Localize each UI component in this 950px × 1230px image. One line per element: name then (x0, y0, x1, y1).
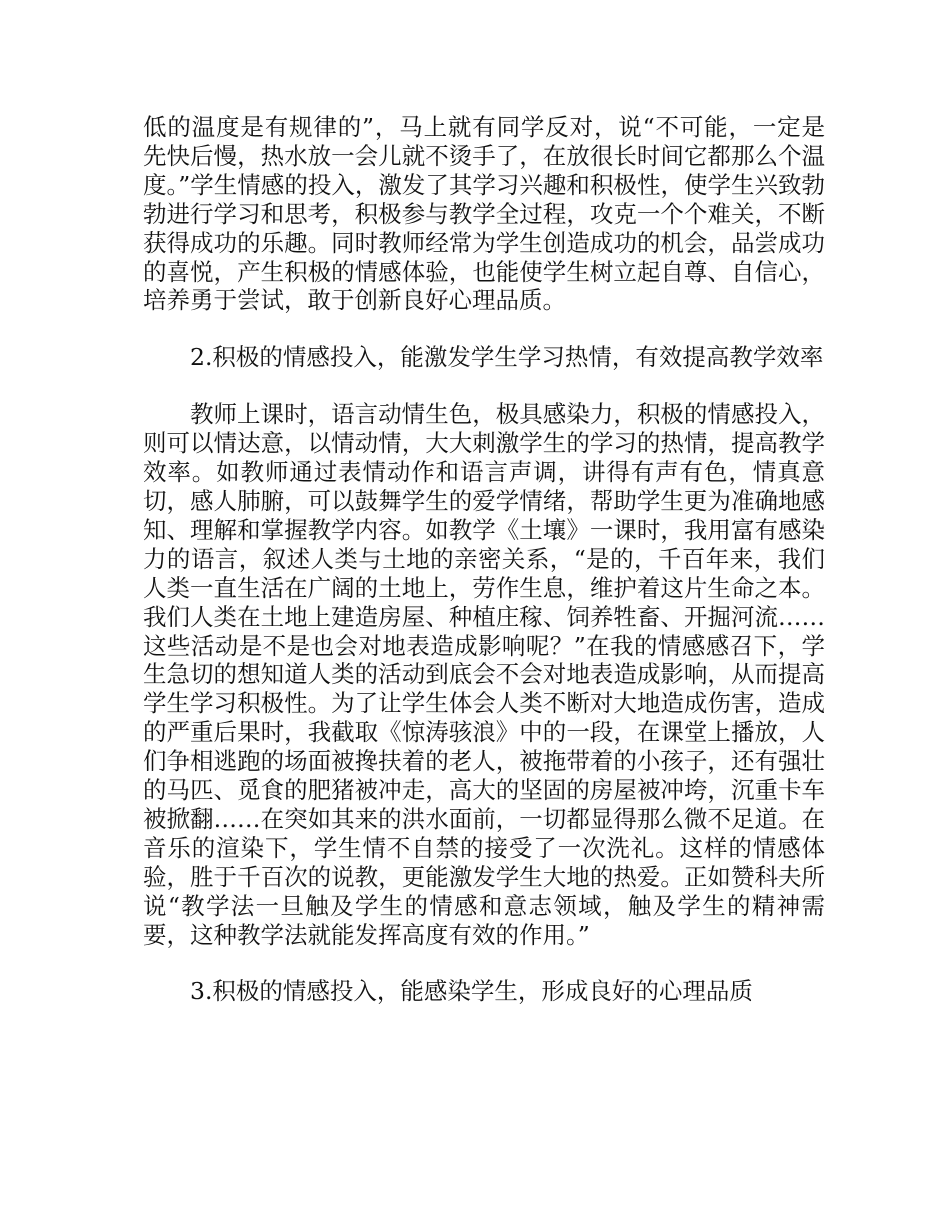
paragraph-gap (143, 372, 825, 400)
paragraph-gap (143, 949, 825, 977)
paragraph-continuation: 低的温度是有规律的”，马上就有同学反对，说“不可能，一定是先快后慢，热水放一会儿就不烫手了，在放很长时间它都那么个温度。”学生情感的投入，激发了其学习兴趣和积极性，使学生兴致勃勃进行学习和思考，积极参与教学全过程，攻克一个个难关，不断获得成功的乐趣。同时教师经常为学生创造成功的机会，品尝成功的喜悦，产生积极的情感体验，也能使学生树立起自尊、自信心，培养勇于尝试，敢于创新良好心理品质。 (143, 113, 825, 315)
paragraph-gap (143, 315, 825, 343)
section-heading-3: 3.积极的情感投入，能感染学生，形成良好的心理品质 (190, 977, 753, 1006)
document-page (143, 113, 825, 1006)
paragraph-body: 教师上课时，语言动情生色，极具感染力，积极的情感投入，则可以情达意，以情动情，大大刺激学生的学习的热情，提高教学效率。如教师通过表情动作和语言声调，讲得有声有色，情真意切，感人肺腑，可以鼓舞学生的爱学情绪，帮助学生更为准确地感知、理解和掌握教学内容。如教学《土壤》一课时，我用富有感染力的语言，叙述人类与土地的亲密关系，“是的，千百年来，我们人类一直生活在广阔的土地上，劳作生息，维护着这片生命之本。我们人类在土地上建造房屋、种植庄稼、饲养牲畜、开掘河流……这些活动是不是也会对地表造成影响呢？”在我的情感感召下，学生急切的想知道人类的活动到底会不会对地表造成影响，从而提高学生学习积极性。为了让学生体会人类不断对大地造成伤害，造成的严重后果时，我截取《惊涛骇浪》中的一段，在课堂上播放，人们争相逃跑的场面被搀扶着的老人，被拖带着的小孩子，还有强壮的马匹、觅食的肥猪被冲走，高大的坚固的房屋被冲垮，沉重卡车被掀翻……在突如其来的洪水面前，一切都显得那么微不足道。在音乐的渲染下，学生情不自禁的接受了一次洗礼。这样的情感体验，胜于千百次的说教，更能激发学生大地的热爱。正如赞科夫所说“教学法一旦触及学生的情感和意志领域，触及学生的精神需要，这种教学法就能发挥高度有效的作用。” (143, 400, 825, 949)
section-heading-2: 2.积极的情感投入，能激发学生学习热情，有效提高教学效率 (190, 343, 824, 372)
